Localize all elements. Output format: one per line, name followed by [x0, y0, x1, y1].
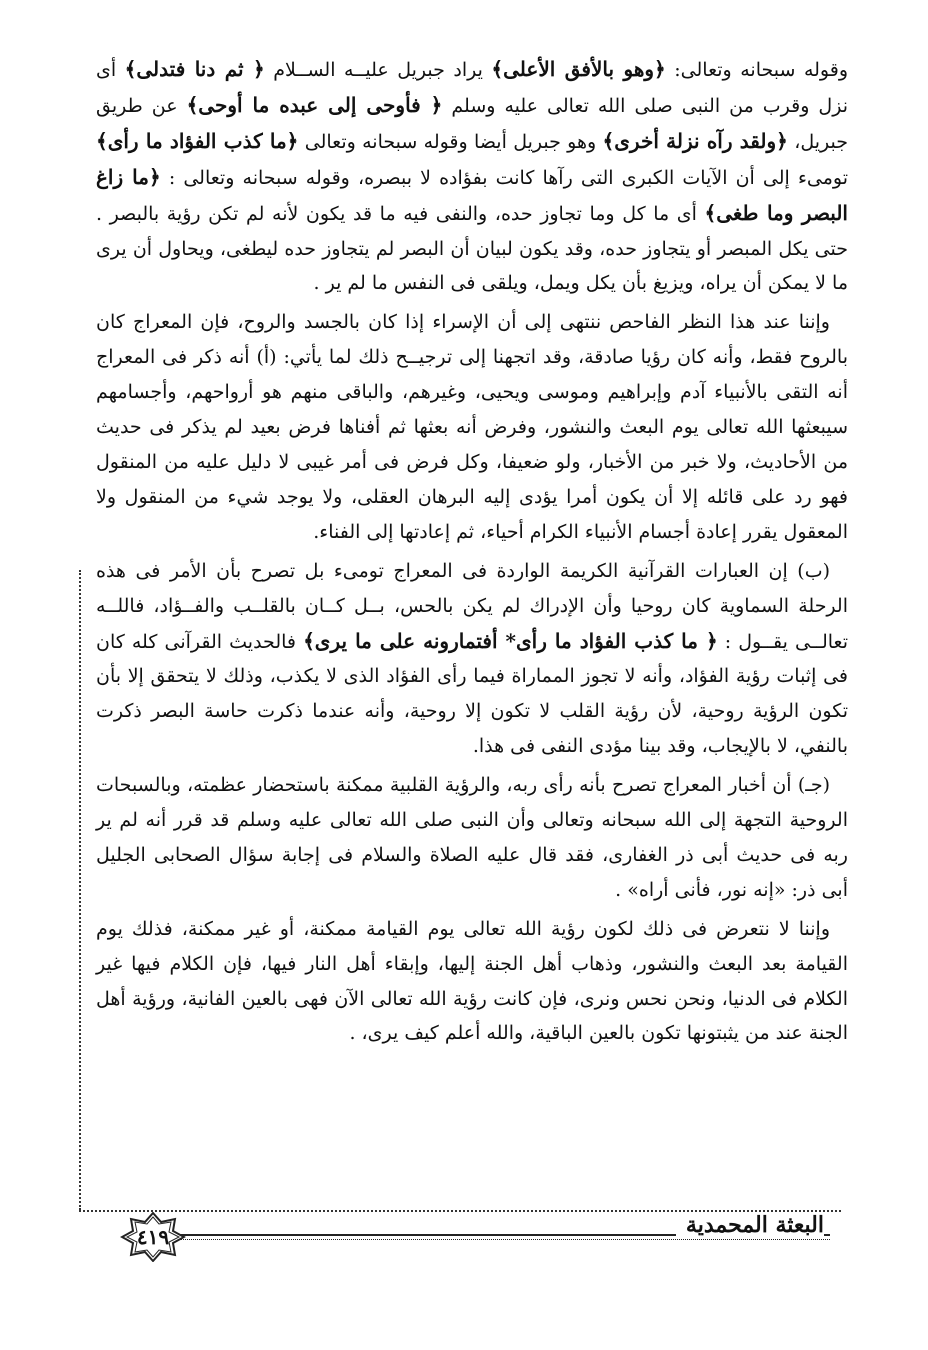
text-segment: وإننا عند هذا النظر الفاحص ننتهى إلى أن الإسراء إذا كان بالجسد والروح، فإن المعراج كان بالروح فقط، وأنه كان رؤيا صادقة، وقد اتجهنا إلى ترجيــح ذلك لما يأتي: (أ) أنه ذكر فى المعراج أنه التقى بالأنبياء آدم وإبراهيم وموسى ويحيى، وغيرهم، والباقى منهم هو أرواحهم، وأجسامهم سيبعثها الله تعالى يوم البعث والنشور، وفرض أنه بعثها ثم أفناها فرض بعيد لم يذكر فى حديث من الأحاديث، ولا خبر من الأخبار، ولو ضعيفا، وكل فرض فى أمر غيبى لا دليل عليه من المنقول فهو رد على قائله إلا أن يكون أمرا يؤدى إليه البرهان العقلى، ولا يوجد شيء من المنقول ولا المعقول يقرر إعادة أجسام الأنبياء الكرام أحياء، ثم إعادتها إلى الفناء.: [96, 311, 848, 543]
text-segment: عن طريق جبريل،: [96, 94, 848, 153]
text-segment: وقوله سبحانه وتعالى:: [665, 59, 848, 81]
book-title: البعثة المحمدية: [676, 1212, 824, 1238]
text-segment: تومىء إلى أن الآيات الكبرى التى رآها كانت بفؤاده لا ببصره، وقوله سبحانه وتعالى :: [160, 166, 848, 189]
text-segment: وهو جبريل أيضا وقوله سبحانه وتعالى: [298, 130, 603, 153]
quran-quote: ﴿ فأوحى إلى عبده ما أوحى﴾: [186, 92, 443, 117]
quran-quote: ﴿ولقد رآه نزلة أخرى﴾: [602, 128, 788, 153]
text-segment: (ب) إن العبارات القرآنية الكريمة الواردة فى المعراج تومىء بل تصرح بأن الأمر فى هذه الرحلة السماوية كان روحيا وأن الإدراك لم يكن بالحس، بــل كــان بالقلــب والفــؤاد، فاللــه تعالــى يقــول :: [96, 559, 848, 653]
quran-quote: ﴿ما كذب الفؤاد ما رأى﴾: [96, 128, 299, 153]
page-footer: [110, 1212, 830, 1272]
paragraph: [96, 52, 848, 301]
text-segment: أى نزل وقرب من النبى صلى الله تعالى عليه وسلم: [96, 59, 849, 117]
paragraph: [96, 554, 848, 764]
decorative-frame-left: [79, 570, 81, 1210]
text-segment: أى ما كل وما تجاوز حده، والنفى فيه ما قد يكون لأنه لم تكن رؤية بالبصر . حتى يكل المبصر أو يتجاوز حده، وقد يكون لبيان أن البصر لم يتجاوز حده ليطغى، ويحاول أن يرى ما لا يمكن أن يراه، ويزيغ بأن يكل ويمل، ويلقى فى النفس ما لم ير .: [96, 202, 848, 295]
page-number-badge: [120, 1212, 186, 1262]
text-segment: وإننا لا نتعرض فى ذلك لكون رؤية الله تعالى يوم القيامة ممكنة، أو غير ممكنة، فذلك يوم القيامة بعد البعث والنشور، وذهاب أهل الجنة إليها، وإبقاء أهل النار فيها، فإن الكلام فيها غير الكلام فى الدنيا، ونحن نحس ونرى، فإن كانت رؤية الله تعالى الآن فهى بالعين الفانية، ورؤية أهل الجنة عند من يثبتونها تكون بالعين الباقية، والله أعلم كيف يرى، .: [96, 917, 848, 1045]
page-number: ٤١٩: [136, 1225, 170, 1249]
quran-quote: ﴿ ثم دنا فتدلى﴾: [124, 57, 265, 81]
quran-quote: ﴿وهو بالأفق الأعلى﴾: [491, 57, 666, 81]
page-body-text: [96, 52, 848, 1055]
text-segment: فالحديث القرآنى كله كان فى إثبات رؤية الفؤاد، وأنه لا تجوز المماراة فيما رأى الفؤاد الذى لا يكذب، وذلك لا يتحقق إلا بأن تكون الرؤية روحية، لأن رؤية القلب لا تكون إلا روحية، وأنه عندما ذكرت حاسة البصر ذكرت بالنفي، لا بالإيجاب، وقد بينا مؤدى النفى فى هذا.: [96, 630, 848, 758]
text-segment: (جـ) أن أخبار المعراج تصرح بأنه رأى ربه، والرؤية القلبية ممكنة باستحضار عظمته، وبالسبحات الروحية التجهة إلى الله سبحانه وتعالى وأن النبى صلى الله تعالى عليه وسلم قد قرر أنه لم ير ربه فى حديث أبى ذر الغفارى، فقد قال عليه الصلاة والسلام فى إجابة سؤال الصحابى الجليل أبى ذر: «إنه نور، فأنى أراه» .: [96, 774, 848, 901]
paragraph: [96, 912, 848, 1052]
text-segment: يراد جبريل عليــه الســلام: [264, 59, 492, 81]
paragraph: [96, 768, 848, 908]
quran-quote: ﴿ما زاغ البصر وما طغى﴾: [96, 164, 848, 225]
quran-quote: ﴿ ما كذب الفؤاد ما رأى* أفتمارونه على ما يرى﴾: [303, 628, 718, 653]
paragraph: [96, 305, 848, 549]
